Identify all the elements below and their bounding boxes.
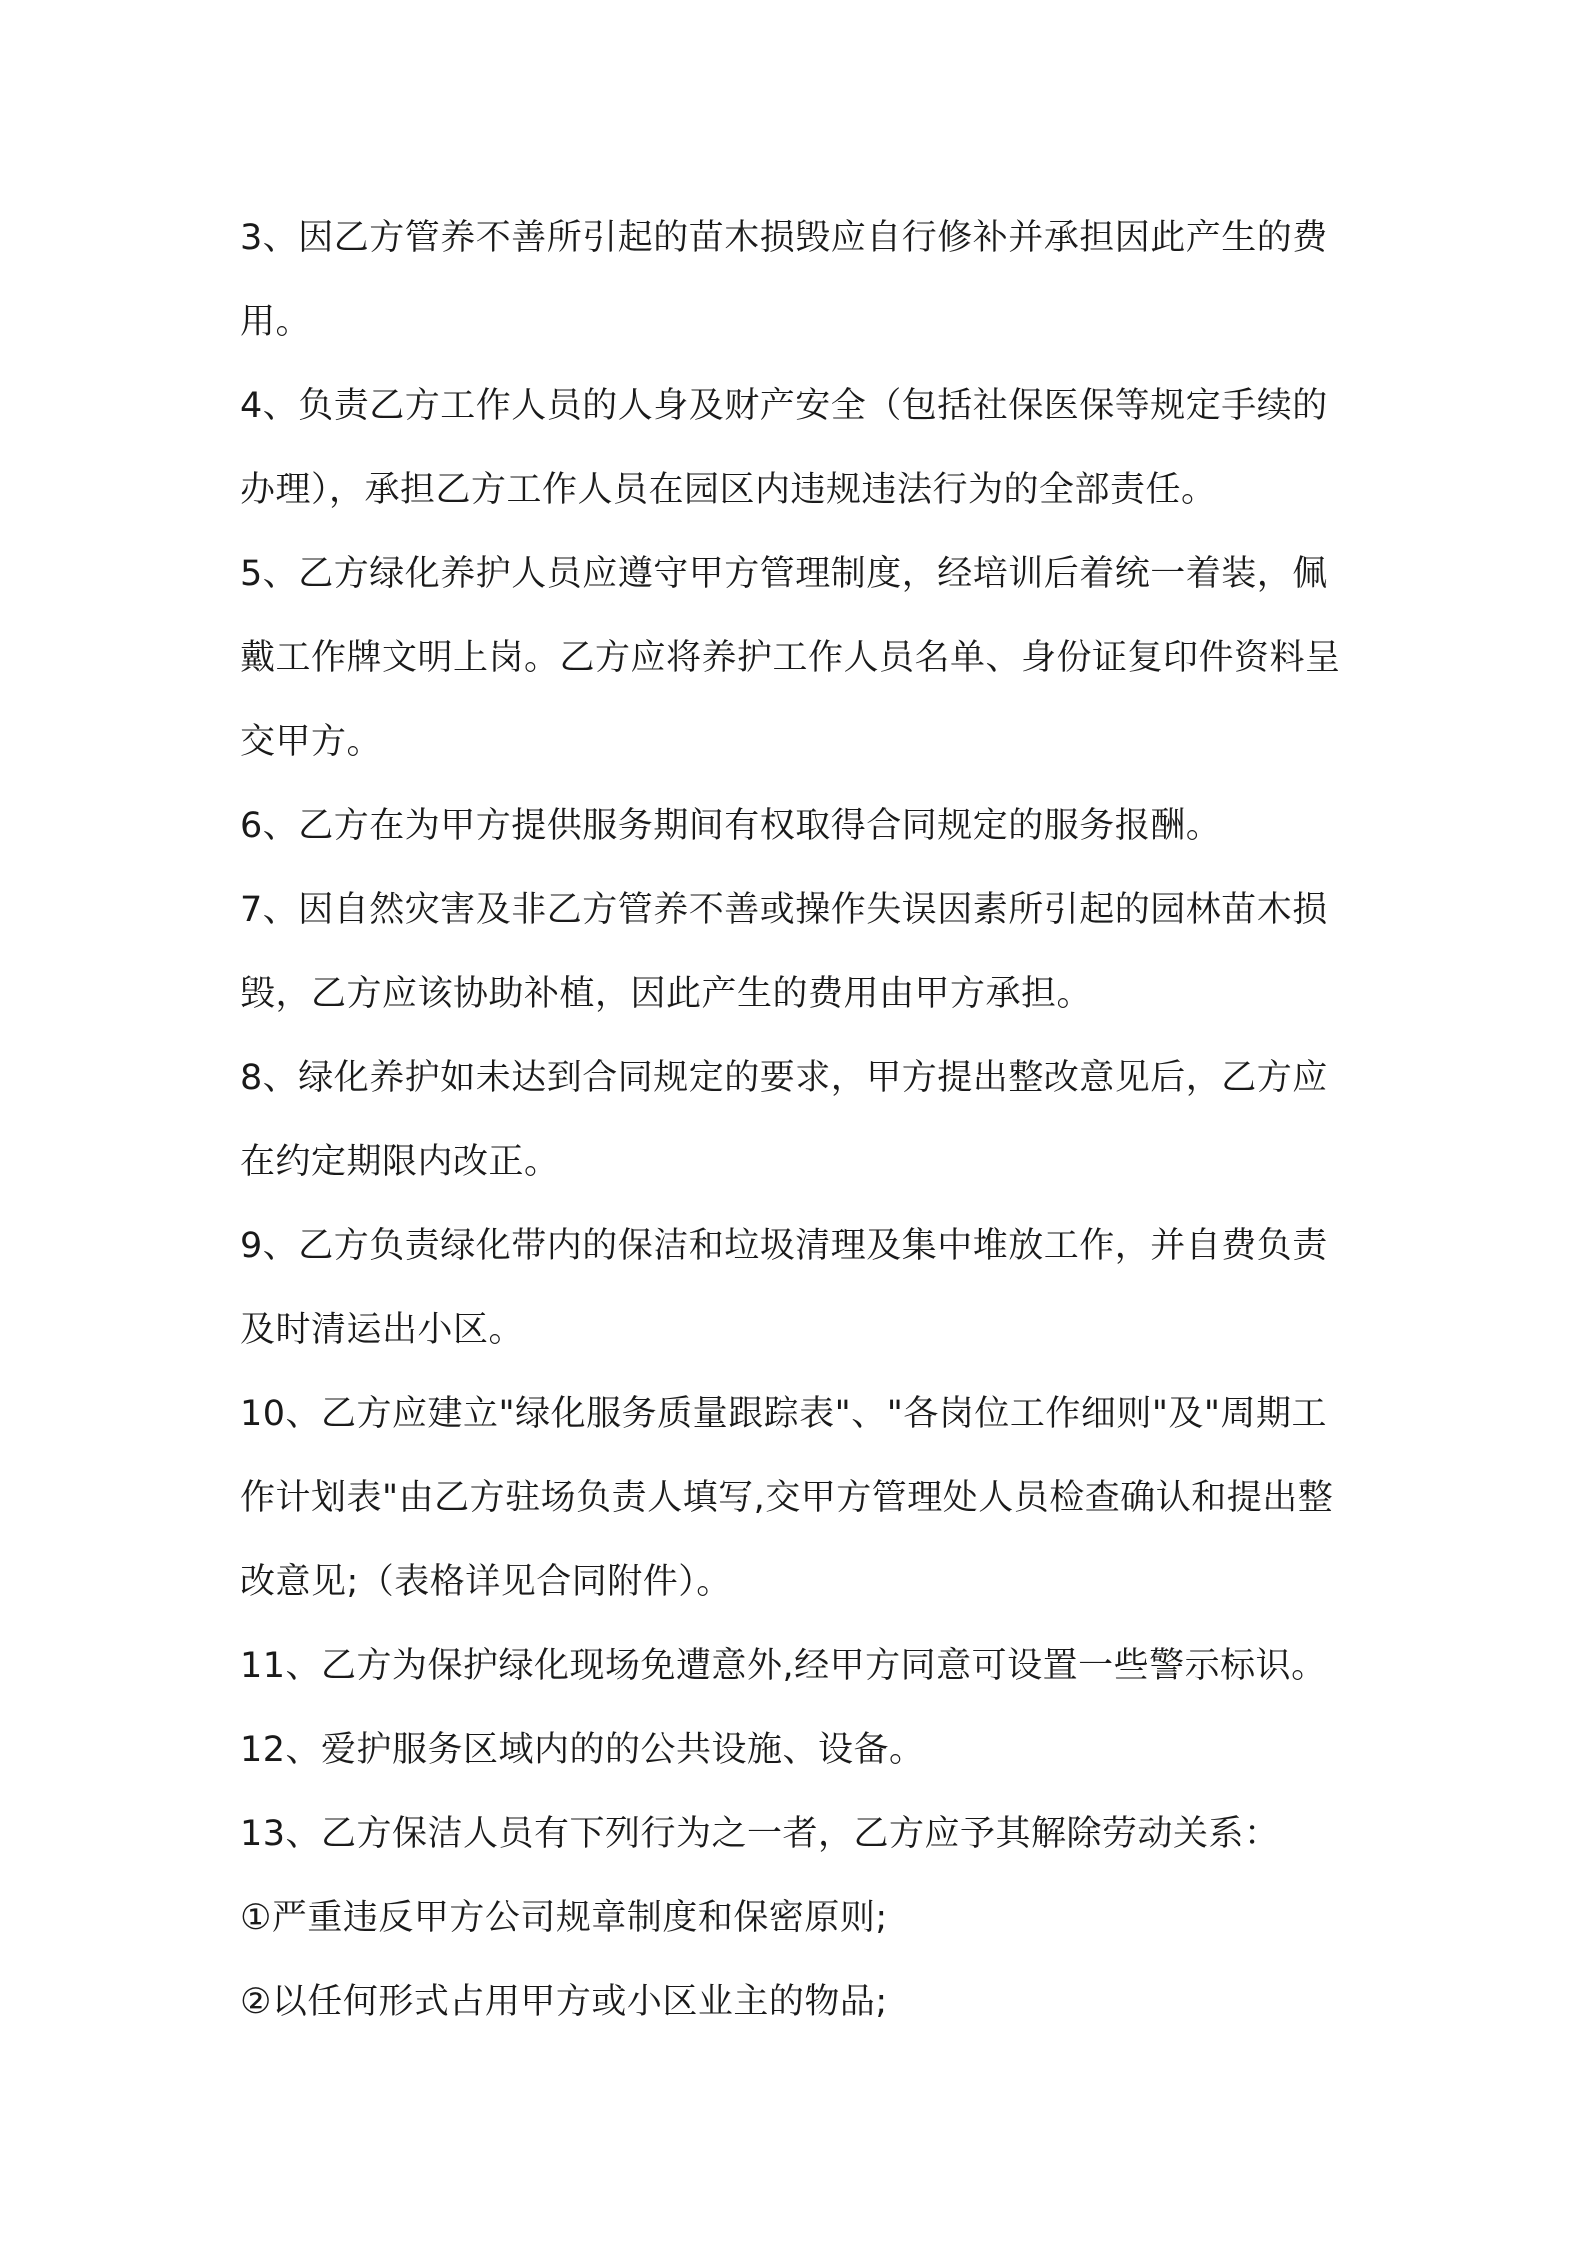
clause-11: 11、乙方为保护绿化现场免遭意外,经甲方同意可设置一些警示标识。: [240, 1646, 1327, 1686]
clause-12: 12、爱护服务区域内的的公共设施、设备。: [240, 1730, 925, 1770]
clause-5: 5、乙方绿化养护人员应遵守甲方管理制度，经培训后着统一着装，佩戴工作牌文明上岗。乙方应将养护工作人员名单、身份证复印件资料呈交甲方。: [240, 554, 1341, 762]
clause-4: 4、负责乙方工作人员的人身及财产安全（包括社保医保等规定手续的办理），承担乙方工作人员在园区内违规违法行为的全部责任。: [240, 386, 1328, 510]
clause-3: 3、因乙方管养不善所引起的苗木损毁应自行修补并承担因此产生的费用。: [240, 218, 1328, 342]
clause-13-item-1: ①严重违反甲方公司规章制度和保密原则;: [240, 1898, 888, 1938]
clause-8: 8、绿化养护如未达到合同规定的要求，甲方提出整改意见后，乙方应在约定期限内改正。: [240, 1058, 1328, 1182]
clause-9: 9、乙方负责绿化带内的保洁和垃圾清理及集中堆放工作，并自费负责及时清运出小区。: [240, 1226, 1328, 1350]
clause-10: 10、乙方应建立"绿化服务质量跟踪表"、"各岗位工作细则"及"周期工作计划表"由乙方驻场负责人填写,交甲方管理处人员检查确认和提出整改意见;（表格详见合同附件）。: [240, 1394, 1334, 1602]
document-body: [240, 196, 1360, 2044]
clause-13-item-2: ②以任何形式占用甲方或小区业主的物品;: [240, 1982, 888, 2022]
clause-6: 6、乙方在为甲方提供服务期间有权取得合同规定的服务报酬。: [240, 806, 1222, 846]
clause-13: 13、乙方保洁人员有下列行为之一者，乙方应予其解除劳动关系：: [240, 1814, 1280, 1854]
clause-7: 7、因自然灾害及非乙方管养不善或操作失误因素所引起的园林苗木损毁，乙方应该协助补植，因此产生的费用由甲方承担。: [240, 890, 1328, 1014]
